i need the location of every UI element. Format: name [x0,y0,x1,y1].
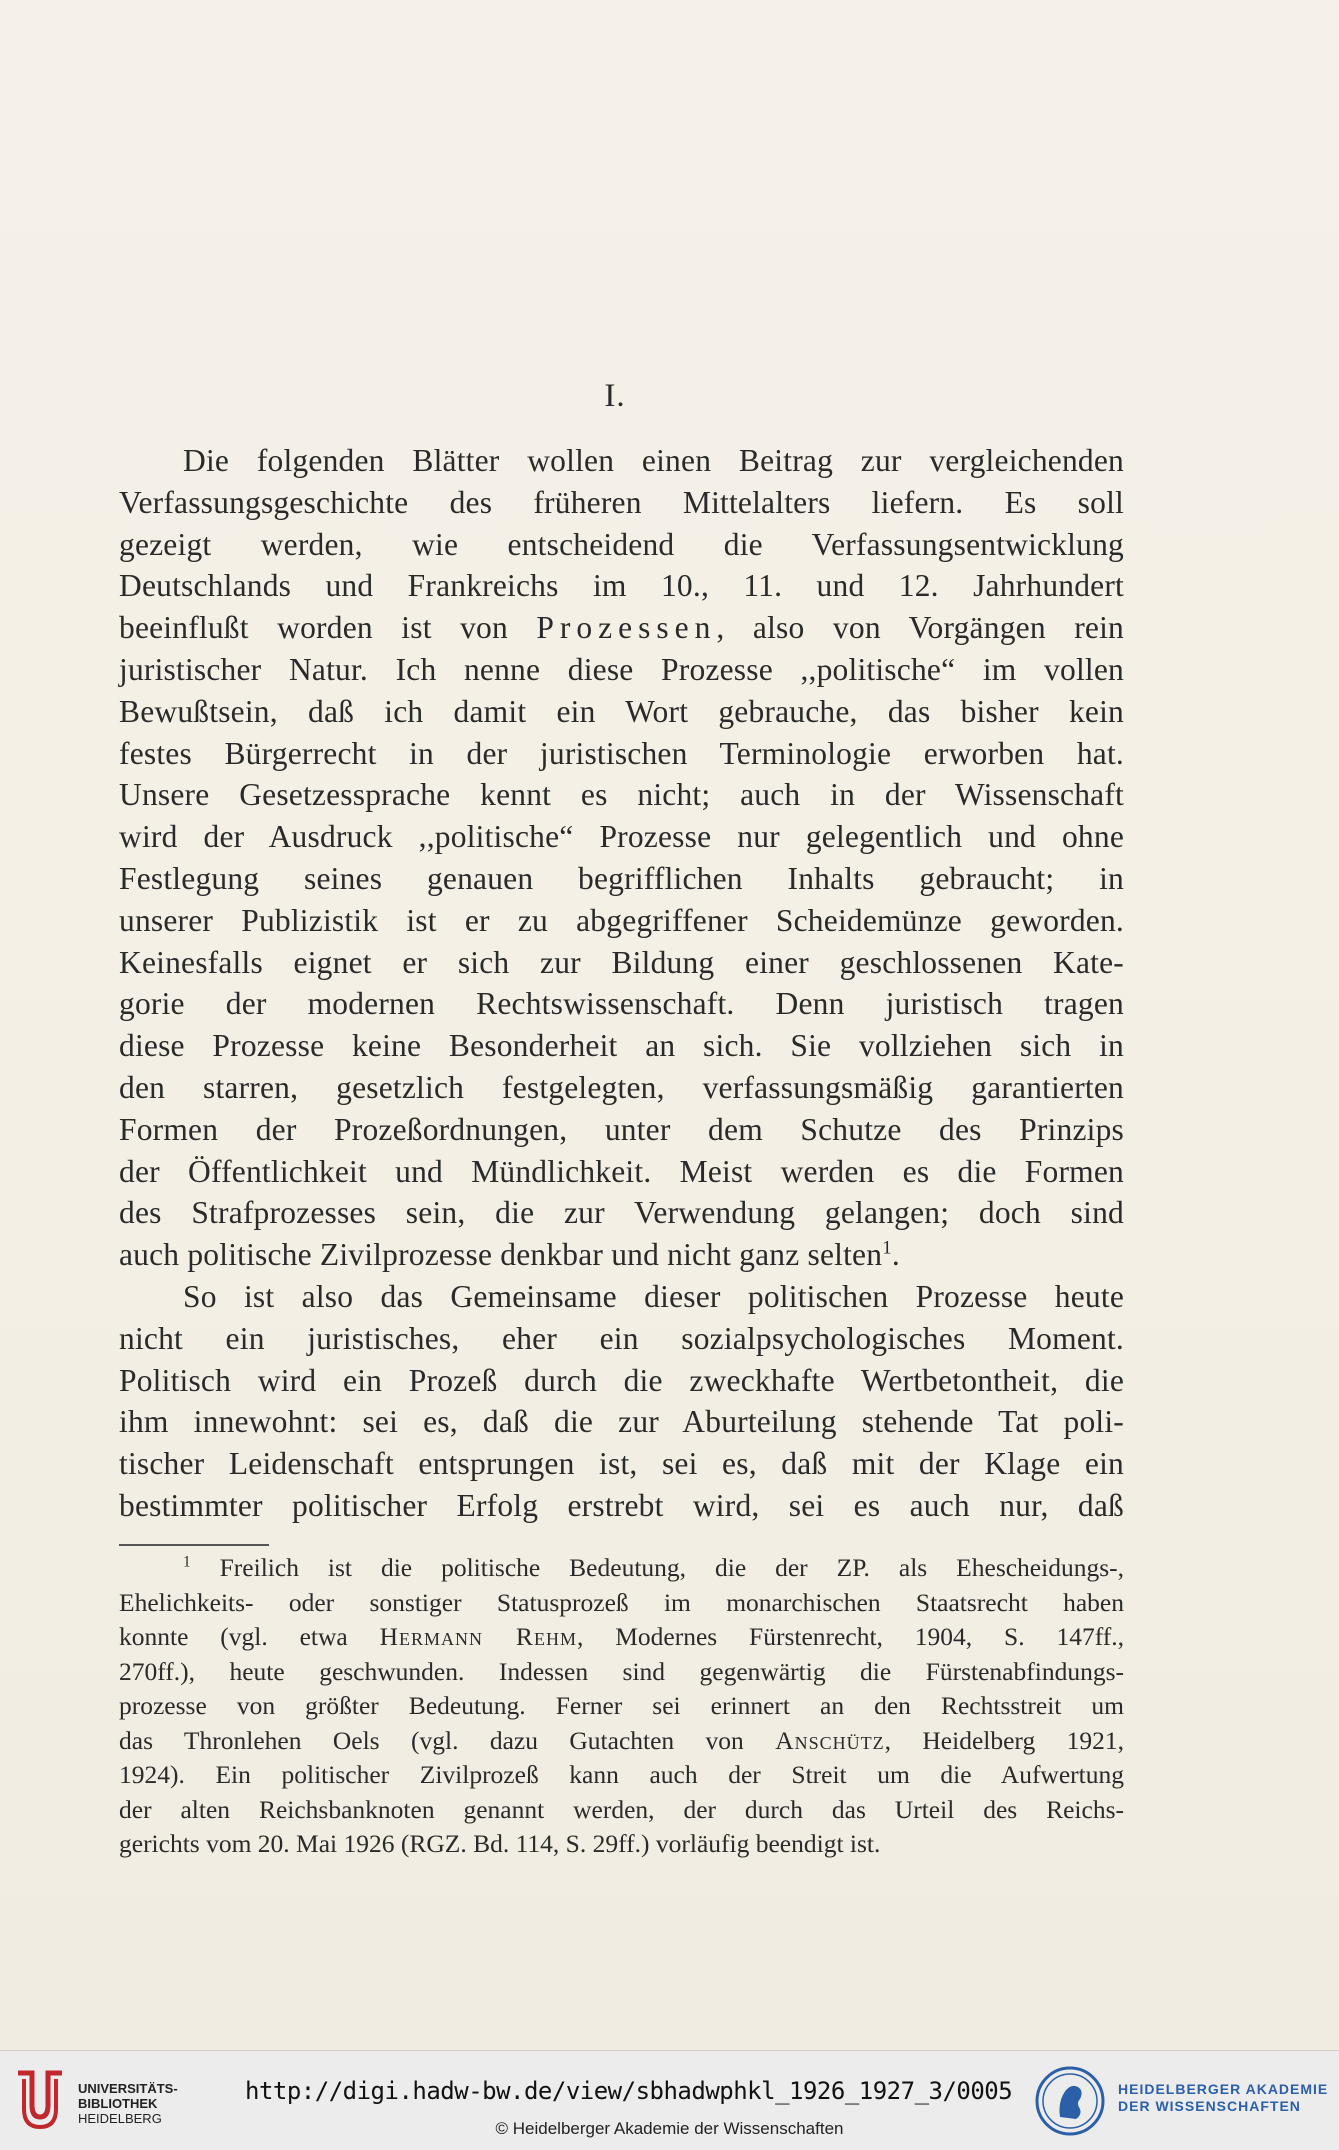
chapter-heading: I. [604,378,626,414]
footnote-line: 270ff.), heute geschwunden. Indessen sind gegenwärtig die Fürstenabfindungs- [119,1656,1124,1686]
footnote-line: 1924). Ein politischer Zivilprozeß kann auch der Streit um die Aufwertung [119,1760,1124,1789]
text-line: Politisch wird ein Prozeß durch die zweckhafte Wertbetontheit, die [119,1362,1124,1398]
text-line: wird der Ausdruck ,,politische“ Prozesse nur gelegentlich und ohne [119,819,1124,855]
academy-name [1118,2081,1328,2115]
text-line: Formen der Prozeßordnungen, unter dem Schutze des Prinzips [119,1111,1124,1147]
text-line: Die folgenden Blätter wollen einen Beitrag zur vergleichenden [183,443,1124,478]
footnote-line-sc: das Thronlehen Oels (vgl. dazu Gutachten von Anschütz, Heidelberg 1921, [119,1725,1124,1755]
text-line: diese Prozesse keine Besonderheit an sich. Sie vollziehen sich in [119,1028,1124,1064]
text-line-last: auch politische Zivilprozesse denkbar und nicht ganz selten$^1$. [119,1237,900,1273]
text-line: den starren, gesetzlich festgelegten, verfassungsmäßig garantierten [119,1069,1124,1105]
main-text [119,440,1124,1527]
text-line: tischer Leidenschaft entsprungen ist, sei es, daß mit der Klage ein [119,1446,1124,1482]
text-line: der Öffentlichkeit und Mündlichkeit. Meist werden es die Formen [119,1153,1124,1189]
text-line: Unsere Gesetzessprache kennt es nicht; auch in der Wissenschaft [119,777,1124,813]
footnote-line: gerichts vom 20. Mai 1926 (RGZ. Bd. 114, S. 29ff.) vorläufig beendigt ist. [119,1829,881,1858]
academy-name-line: DER WISSENSCHAFTEN [1118,2098,1301,2114]
text-line: Verfassungsgeschichte des früheren Mittelalters liefern. Es soll [119,484,1124,520]
author-name: Hermann Rehm [379,1622,577,1651]
footnote-line: der alten Reichsbanknoten genannt werden, der durch das Urteil des Reichs- [119,1794,1124,1824]
text-line: juristischer Natur. Ich nenne diese Prozesse ,,politische“ im vollen [119,651,1124,687]
library-name-line: BIBLIOTHEK [78,2096,158,2111]
footnote-marker: 1 [183,1553,191,1571]
footnote-line-first [119,1551,1124,1586]
footnote-separator [119,1544,269,1546]
text-line: So ist also das Gemeinsame dieser politischen Prozesse heute [183,1278,1124,1314]
library-name-line: HEIDELBERG [78,2111,162,2126]
text-line: Deutschlands und Frankreichs im 10., 11. und 12. Jahrhundert [119,568,1124,604]
text-line: des Strafprozesses sein, die zur Verwendung gelangen; doch sind [119,1195,1124,1231]
permalink-url[interactable]: http://digi.hadw-bw.de/view/sbhadwphkl_1926_1927_3/0005 [245,2077,1013,2105]
text-line: Festlegung seines genauen begrifflichen Inhalts gebraucht; in [119,860,1124,896]
footnotes [119,1551,1124,1862]
text-line: gorie der modernen Rechtswissenschaft. Denn juristisch tragen [119,986,1124,1022]
viewer-footer [0,2050,1339,2150]
academy-seal-icon[interactable] [1034,2065,1106,2137]
library-name-line: UNIVERSITÄTS- [78,2081,178,2096]
academy-name-line: HEIDELBERGER AKADEMIE [1118,2081,1329,2097]
footnote-reference[interactable]: 1 [882,1237,892,1259]
text-line: nicht ein juristisches, eher ein sozialpsychologisches Moment. [119,1320,1124,1356]
emphasized-word: Prozessen [536,610,717,646]
text-line: festes Bürgerrecht in der juristischen Terminologie erworben hat. [119,735,1124,771]
text-line: Bewußtsein, daß ich damit ein Wort gebrauche, das bisher kein [119,693,1124,729]
text-line: gezeigt werden, wie entscheidend die Verfassungsentwicklung [119,526,1124,562]
footnote-line: prozesse von größter Bedeutung. Ferner sei erinnert an den Rechtsstreit um [119,1691,1124,1720]
footnote-line: Ehelichkeits- oder sonstiger Statusprozeß im monarchischen Staatsrecht haben [119,1587,1124,1617]
text-line: unserer Publizistik ist er zu abgegriffener Scheidemünze geworden. [119,902,1124,938]
text-line: auch politische Zivilprozesse denkbar und nicht ganz selten [119,1237,883,1273]
author-name: Anschütz [775,1725,885,1755]
text-line: bestimmter politischer Erfolg erstrebt wird, sei es auch nur, daß [119,1487,1124,1523]
text-line: Keinesfalls eignet er sich zur Bildung einer geschlossenen Kate- [119,944,1124,980]
copyright-notice: © Heidelberger Akademie der Wissenschaften [495,2119,844,2138]
text-line: ihm innewohnt: sei es, daß die zur Aburteilung stehende Tat poli- [119,1404,1124,1440]
footnote-line-sc: konnte (vgl. etwa Hermann Rehm, Modernes Fürstenrecht, 1904, S. 147ff., [119,1622,1124,1651]
text-line-spaced: beeinflußt worden ist von Prozessen, also von Vorgängen rein [119,610,1124,646]
footnote-line: Freilich ist die politische Bedeutung, die der ZP. als Ehescheidungs-, [219,1553,1124,1582]
